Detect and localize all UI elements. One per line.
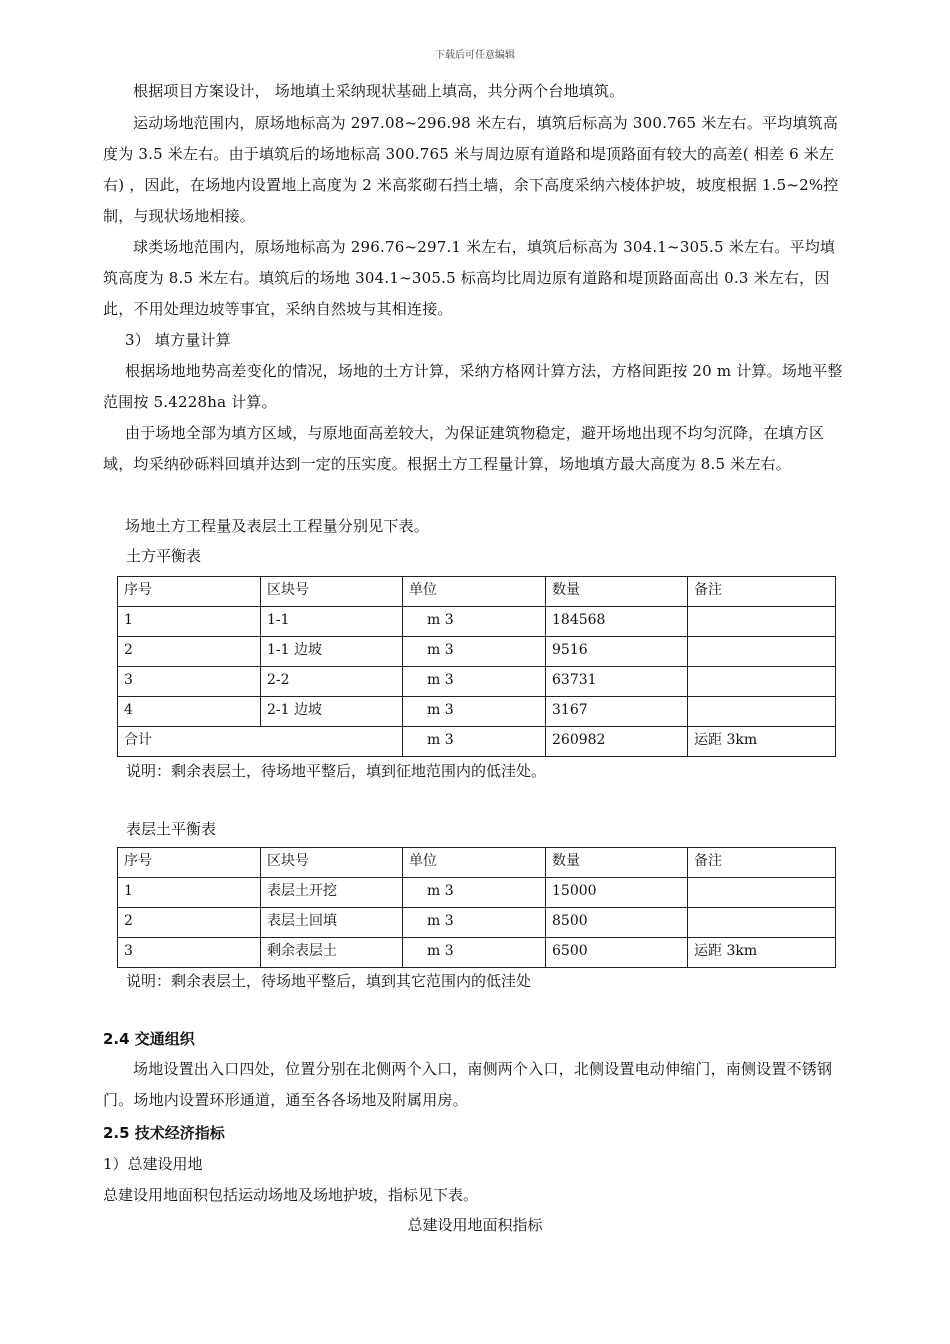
table-cell	[688, 637, 836, 667]
header-cell: 区块号	[261, 577, 403, 607]
land-area-table-title: 总建设用地面积指标	[407, 1216, 543, 1234]
paragraph-fill-calc-heading: 3） 填方量计算	[125, 331, 231, 349]
paragraph-fill-region: 由于场地全部为填方区域，与原地面高差较大，为保证建筑物稳定，避开场地出现不均匀沉降，在填方区域，均采纳砂砾料回填并达到一定的压实度。根据土方工程量计算，场地填方最大高度为 8.5 米左右。	[103, 424, 825, 473]
topsoil-balance-table	[117, 847, 836, 968]
table-cell: 1	[118, 607, 261, 637]
table-cell: 2-1 边坡	[261, 697, 403, 727]
table-header-row	[118, 577, 836, 607]
table-row	[118, 697, 836, 727]
earthwork-balance-table	[117, 576, 836, 757]
header-cell: 数量	[546, 848, 688, 878]
table-cell: 15000	[546, 878, 688, 908]
table-cell: 1	[118, 878, 261, 908]
table-row	[118, 938, 836, 968]
table-cell: 3	[118, 667, 261, 697]
table-cell: 2	[118, 637, 261, 667]
section-2-5-heading: 2.5 技术经济指标	[103, 1124, 225, 1142]
table-cell: 8500	[546, 908, 688, 938]
total-label: 合计	[118, 727, 403, 757]
total-unit: m 3	[403, 727, 546, 757]
table-cell	[688, 667, 836, 697]
table-row	[118, 607, 836, 637]
table-cell: 3167	[546, 697, 688, 727]
table-cell: 63731	[546, 667, 688, 697]
table-cell: m 3	[403, 697, 546, 727]
table-cell: m 3	[403, 667, 546, 697]
section-2-5-sub: 1）总建设用地	[103, 1155, 203, 1173]
table-header-row	[118, 848, 836, 878]
paragraph-sports-area: 运动场地范围内，原场地标高为 297.08~296.98 米左右，填筑后标高为 300.765 米左右。平均填筑高度为 3.5 米左右。由于填筑后的场地标高 300.765 米与周边原有道路和堤顶路面有较大的高差( 相差 6 米左右) ，因此，在场地内设置地上高度为 2 米高浆砌石挡土墙，余下高度采纳六棱体护坡，坡度根据 1.5~2%控制，与现状场地相接。	[103, 114, 839, 225]
header-cell: 区块号	[261, 848, 403, 878]
total-qty: 260982	[546, 727, 688, 757]
paragraph-table-intro: 场地土方工程量及表层土工程量分别见下表。	[125, 517, 430, 535]
table-cell: m 3	[403, 607, 546, 637]
paragraph-fill-design: 根据项目方案设计， 场地填土采纳现状基础上填高，共分两个台地填筑。	[133, 82, 625, 100]
table-cell: 2	[118, 908, 261, 938]
table-row	[118, 908, 836, 938]
header-cell: 序号	[118, 577, 261, 607]
table1-title: 土方平衡表	[126, 547, 202, 565]
paragraph-ball-area: 球类场地范围内，原场地标高为 296.76~297.1 米左右，填筑后标高为 304.1~305.5 米左右。平均填筑高度为 8.5 米左右。填筑后的场地 304.1~305.5 标高均比周边原有道路和堤顶路面高出 0.3 米左右，因此，不用处理边坡等事宜，采纳自然坡与其相连接。	[103, 238, 836, 318]
table-cell: 184568	[546, 607, 688, 637]
table-cell: 6500	[546, 938, 688, 968]
table-cell: 表层土回填	[261, 908, 403, 938]
table1-note: 说明：剩余表层土，待场地平整后，填到征地范围内的低洼处。	[126, 762, 547, 780]
section-2-4-heading: 2.4 交通组织	[103, 1030, 195, 1048]
table2-title: 表层土平衡表	[126, 820, 217, 838]
table-cell: 表层土开挖	[261, 878, 403, 908]
table-cell: 剩余表层土	[261, 938, 403, 968]
table-total-row	[118, 727, 836, 757]
header-cell: 数量	[546, 577, 688, 607]
header-cell: 单位	[403, 577, 546, 607]
section-2-4-text: 场地设置出入口四处，位置分别在北侧两个入口，南侧两个入口，北侧设置电动伸缩门，南侧设置不锈钢门。场地内设置环形通道，通至各各场地及附属用房。	[103, 1060, 833, 1109]
table-row	[118, 878, 836, 908]
header-cell: 备注	[688, 848, 836, 878]
table-cell: 2-2	[261, 667, 403, 697]
table-cell: 3	[118, 938, 261, 968]
table-cell	[688, 607, 836, 637]
table-cell: 1-1 边坡	[261, 637, 403, 667]
table-cell: 4	[118, 697, 261, 727]
section-2-5-text: 总建设用地面积包括运动场地及场地护坡，指标见下表。	[103, 1186, 479, 1204]
table-cell: 运距 3km	[688, 938, 836, 968]
table-cell	[688, 878, 836, 908]
table-row	[118, 637, 836, 667]
header-cell: 单位	[403, 848, 546, 878]
table-cell	[688, 908, 836, 938]
header-note: 下载后可任意编辑	[435, 50, 515, 61]
table-row	[118, 667, 836, 697]
total-note: 运距 3km	[688, 727, 836, 757]
table-cell: 1-1	[261, 607, 403, 637]
paragraph-grid-method: 根据场地地势高差变化的情况，场地的土方计算，采纳方格网计算方法，方格间距按 20 m 计算。场地平整范围按 5.4228ha 计算。	[103, 362, 843, 411]
table-cell: m 3	[403, 938, 546, 968]
table-cell: m 3	[403, 637, 546, 667]
table2-note: 说明：剩余表层土，待场地平整后，填到其它范围内的低洼处	[126, 972, 532, 990]
header-cell: 备注	[688, 577, 836, 607]
table-cell: m 3	[403, 878, 546, 908]
header-cell: 序号	[118, 848, 261, 878]
table-cell	[688, 697, 836, 727]
table-cell: m 3	[403, 908, 546, 938]
table-cell: 9516	[546, 637, 688, 667]
